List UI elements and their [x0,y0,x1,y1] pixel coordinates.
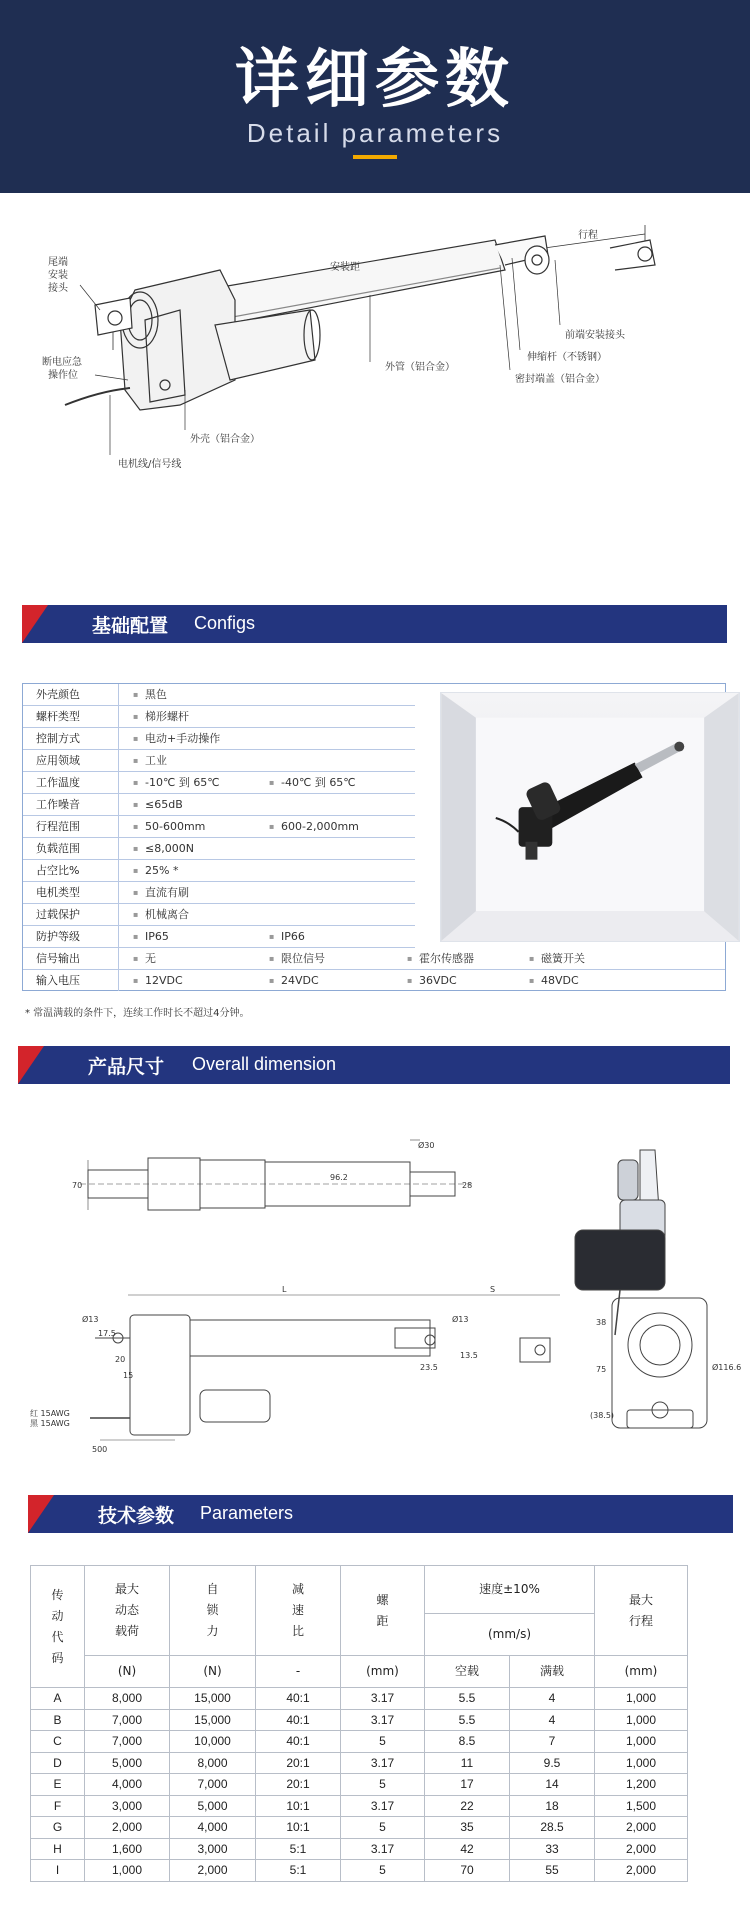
table-cell: 8.5 [425,1731,510,1753]
dim-label-d20: 20 [115,1355,126,1364]
section-title-cn: 产品尺寸 [88,1056,165,1078]
table-row [31,1838,688,1860]
table-cell: 3,000 [170,1838,256,1860]
table-cell: 5:1 [256,1860,341,1882]
header-speed: 速度±10% [425,1566,595,1614]
table-cell: 20:1 [256,1752,341,1774]
config-row: 控制方式 ▪ 电动+手动操作 [23,728,415,750]
table-cell: I [31,1860,85,1882]
config-row: 占空比% ▪ 25% * [23,860,415,882]
table-cell: 40:1 [256,1688,341,1710]
config-row: 外壳颜色 ▪ 黑色 [23,684,415,706]
page-subtitle: Detail parameters [246,118,504,148]
table-cell: 42 [425,1838,510,1860]
config-row: 应用领域 ▪ 工业 [23,750,415,772]
table-cell: D [31,1752,85,1774]
table-cell: 3.17 [341,1688,425,1710]
table-cell: 18 [510,1795,595,1817]
table-cell: 5 [341,1817,425,1839]
table-cell: 8,000 [85,1688,170,1710]
table-cell: 28.5 [510,1817,595,1839]
config-row: 防护等级 ▪ IP65 ▪ IP66 [23,926,415,948]
table-cell: 5:1 [256,1838,341,1860]
unit-lock: (N) [170,1656,256,1688]
dim-label-d28: 28 [462,1181,473,1190]
dim-label-d23-5: 23.5 [420,1363,438,1372]
header-full-load: 满载 [510,1656,595,1688]
table-cell: 4 [510,1709,595,1731]
table-cell: 1,000 [85,1860,170,1882]
dim-label-d13-5: 13.5 [460,1351,478,1360]
dim-label-d38: 38 [596,1318,607,1327]
table-cell: G [31,1817,85,1839]
table-cell: 2,000 [85,1817,170,1839]
config-row: 工作温度 ▪ -10℃ 到 65℃ ▪ -40℃ 到 65℃ [23,772,415,794]
dim-label-d96: 96.2 [330,1173,348,1182]
table-cell: 5 [341,1774,425,1796]
table-cell: 3.17 [341,1752,425,1774]
table-cell: 33 [510,1838,595,1860]
title-underline [353,155,397,159]
config-row: 输入电压 ▪ 12VDC ▪ 24VDC ▪ 36VDC ▪ 48VDC [23,970,725,992]
section-banner-dimension [18,1046,730,1084]
table-cell: 1,200 [595,1774,688,1796]
header-code: 传 动 代 码 [31,1566,85,1688]
config-row: 行程范围 ▪ 50-600mm ▪ 600-2,000mm [23,816,415,838]
label-housing: 外壳（铝合金） [190,434,260,445]
dim-label-d116: Ø116.6 [712,1363,742,1372]
table-cell: 5,000 [170,1795,256,1817]
label-stroke: 行程 [578,230,598,241]
header-no-load: 空载 [425,1656,510,1688]
table-cell: 5,000 [85,1752,170,1774]
table-cell: 10,000 [170,1731,256,1753]
table-cell: 1,600 [85,1838,170,1860]
table-cell: 4,000 [170,1817,256,1839]
table-cell: 7,000 [170,1774,256,1796]
section-title-en: Overall dimension [192,1054,337,1074]
table-cell: 1,500 [595,1795,688,1817]
header-lock: 自 锁 力 [170,1566,256,1656]
unit-load: (N) [85,1656,170,1688]
label-install-distance: 安装距 [330,262,360,273]
table-cell: H [31,1838,85,1860]
config-row: 工作噪音 ▪ ≤65dB [23,794,415,816]
dim-label-d17: 17.5 [98,1329,116,1338]
section-title-cn: 基础配置 [92,615,169,637]
table-cell: 11 [425,1752,510,1774]
table-cell: E [31,1774,85,1796]
table-cell: 3.17 [341,1709,425,1731]
table-cell: 15,000 [170,1709,256,1731]
header-pitch: 螺 距 [341,1566,425,1656]
dim-label-l: L [282,1285,287,1294]
header-ratio: 减 速 比 [256,1566,341,1656]
dim-label-s: S [490,1285,496,1294]
table-cell: 1,000 [595,1752,688,1774]
unit-stroke: (mm) [595,1656,688,1688]
table-cell: 7,000 [85,1709,170,1731]
label-rear-mount: 尾端安装接头 [48,257,68,294]
config-row: 信号输出 ▪ 无 ▪ 限位信号 ▪ 霍尔传感器 ▪ 磁簧开关 [23,948,725,970]
config-row: 过载保护 ▪ 机械离合 [23,904,415,926]
config-row: 螺杆类型 ▪ 梯形螺杆 [23,706,415,728]
table-row [31,1795,688,1817]
table-cell: 1,000 [595,1688,688,1710]
unit-ratio: - [256,1656,341,1688]
label-front-mount: 前端安装接头 [565,330,625,341]
table-cell: 70 [425,1860,510,1882]
table-row [31,1709,688,1731]
table-cell: 40:1 [256,1731,341,1753]
section-banner-parameters [28,1495,733,1533]
table-cell: 7 [510,1731,595,1753]
label-rod: 伸缩杆（不锈钢） [527,352,607,363]
section-title-en: Configs [194,613,256,633]
table-cell: 20:1 [256,1774,341,1796]
table-cell: 15,000 [170,1688,256,1710]
table-row [31,1774,688,1796]
table-cell: 2,000 [170,1860,256,1882]
dim-label-d13-right: Ø13 [452,1315,469,1324]
section-banner-configs [22,605,727,643]
parameters-table [30,1565,688,1882]
dim-label-d38-5: (38.5) [590,1411,615,1420]
label-tube: 外管（铝合金） [385,362,455,373]
table-cell: 35 [425,1817,510,1839]
table-cell: A [31,1688,85,1710]
table-cell: 4,000 [85,1774,170,1796]
section-title-cn: 技术参数 [98,1505,175,1527]
dim-label-d70: 70 [72,1181,83,1190]
table-cell: 55 [510,1860,595,1882]
table-cell: 5.5 [425,1688,510,1710]
table-cell: C [31,1731,85,1753]
table-cell: 5 [341,1731,425,1753]
table-cell: 1,000 [595,1709,688,1731]
table-cell: 2,000 [595,1860,688,1882]
label-seal-cap: 密封端盖（铝合金） [515,374,605,385]
table-cell: 22 [425,1795,510,1817]
table-cell: 8,000 [170,1752,256,1774]
header-load: 最大 动态 载荷 [85,1566,170,1656]
page-title: 详细参数 [235,43,515,117]
table-cell: 17 [425,1774,510,1796]
table-cell: 40:1 [256,1709,341,1731]
table-cell: 5 [341,1860,425,1882]
table-cell: 7,000 [85,1731,170,1753]
table-row [31,1731,688,1753]
configs-table [22,683,726,991]
table-cell: 3,000 [85,1795,170,1817]
table-cell: 14 [510,1774,595,1796]
config-row: 电机类型 ▪ 直流有刷 [23,882,415,904]
product-photo [440,692,740,942]
table-cell: 10:1 [256,1817,341,1839]
table-cell: 9.5 [510,1752,595,1774]
dim-label-d75: 75 [596,1365,607,1374]
label-emergency: 断电应急操作位 [42,357,82,381]
header-speed-unit: (mm/s) [425,1614,595,1656]
table-cell: 5.5 [425,1709,510,1731]
table-cell: F [31,1795,85,1817]
table-cell: 4 [510,1688,595,1710]
table-cell: 2,000 [595,1817,688,1839]
configs-footnote: * 常温满载的条件下，连续工作时长不超过4分钟。 [25,1008,250,1019]
table-cell: 3.17 [341,1838,425,1860]
dim-label-wire-black: 黑 15AWG [30,1419,70,1428]
table-cell: 10:1 [256,1795,341,1817]
section-title-en: Parameters [200,1503,294,1523]
table-row [31,1752,688,1774]
table-row [31,1860,688,1882]
dimension-drawing [0,1100,750,1470]
label-cable: 电机线/信号线 [118,459,182,470]
dim-label-d13-left: Ø13 [82,1315,99,1324]
table-row [31,1817,688,1839]
table-row [31,1688,688,1710]
dim-label-d500: 500 [92,1445,108,1454]
dim-label-d15: 15 [123,1371,134,1380]
table-cell: 2,000 [595,1838,688,1860]
table-cell: B [31,1709,85,1731]
page-header [0,0,750,193]
unit-pitch: (mm) [341,1656,425,1688]
table-cell: 1,000 [595,1731,688,1753]
header-stroke: 最大 行程 [595,1566,688,1656]
config-row: 负载范围 ▪ ≤8,000N [23,838,415,860]
table-cell: 3.17 [341,1795,425,1817]
dim-label-d30: Ø30 [418,1141,435,1150]
product-diagram [0,210,750,580]
dim-label-wire-red: 红 15AWG [30,1409,70,1418]
